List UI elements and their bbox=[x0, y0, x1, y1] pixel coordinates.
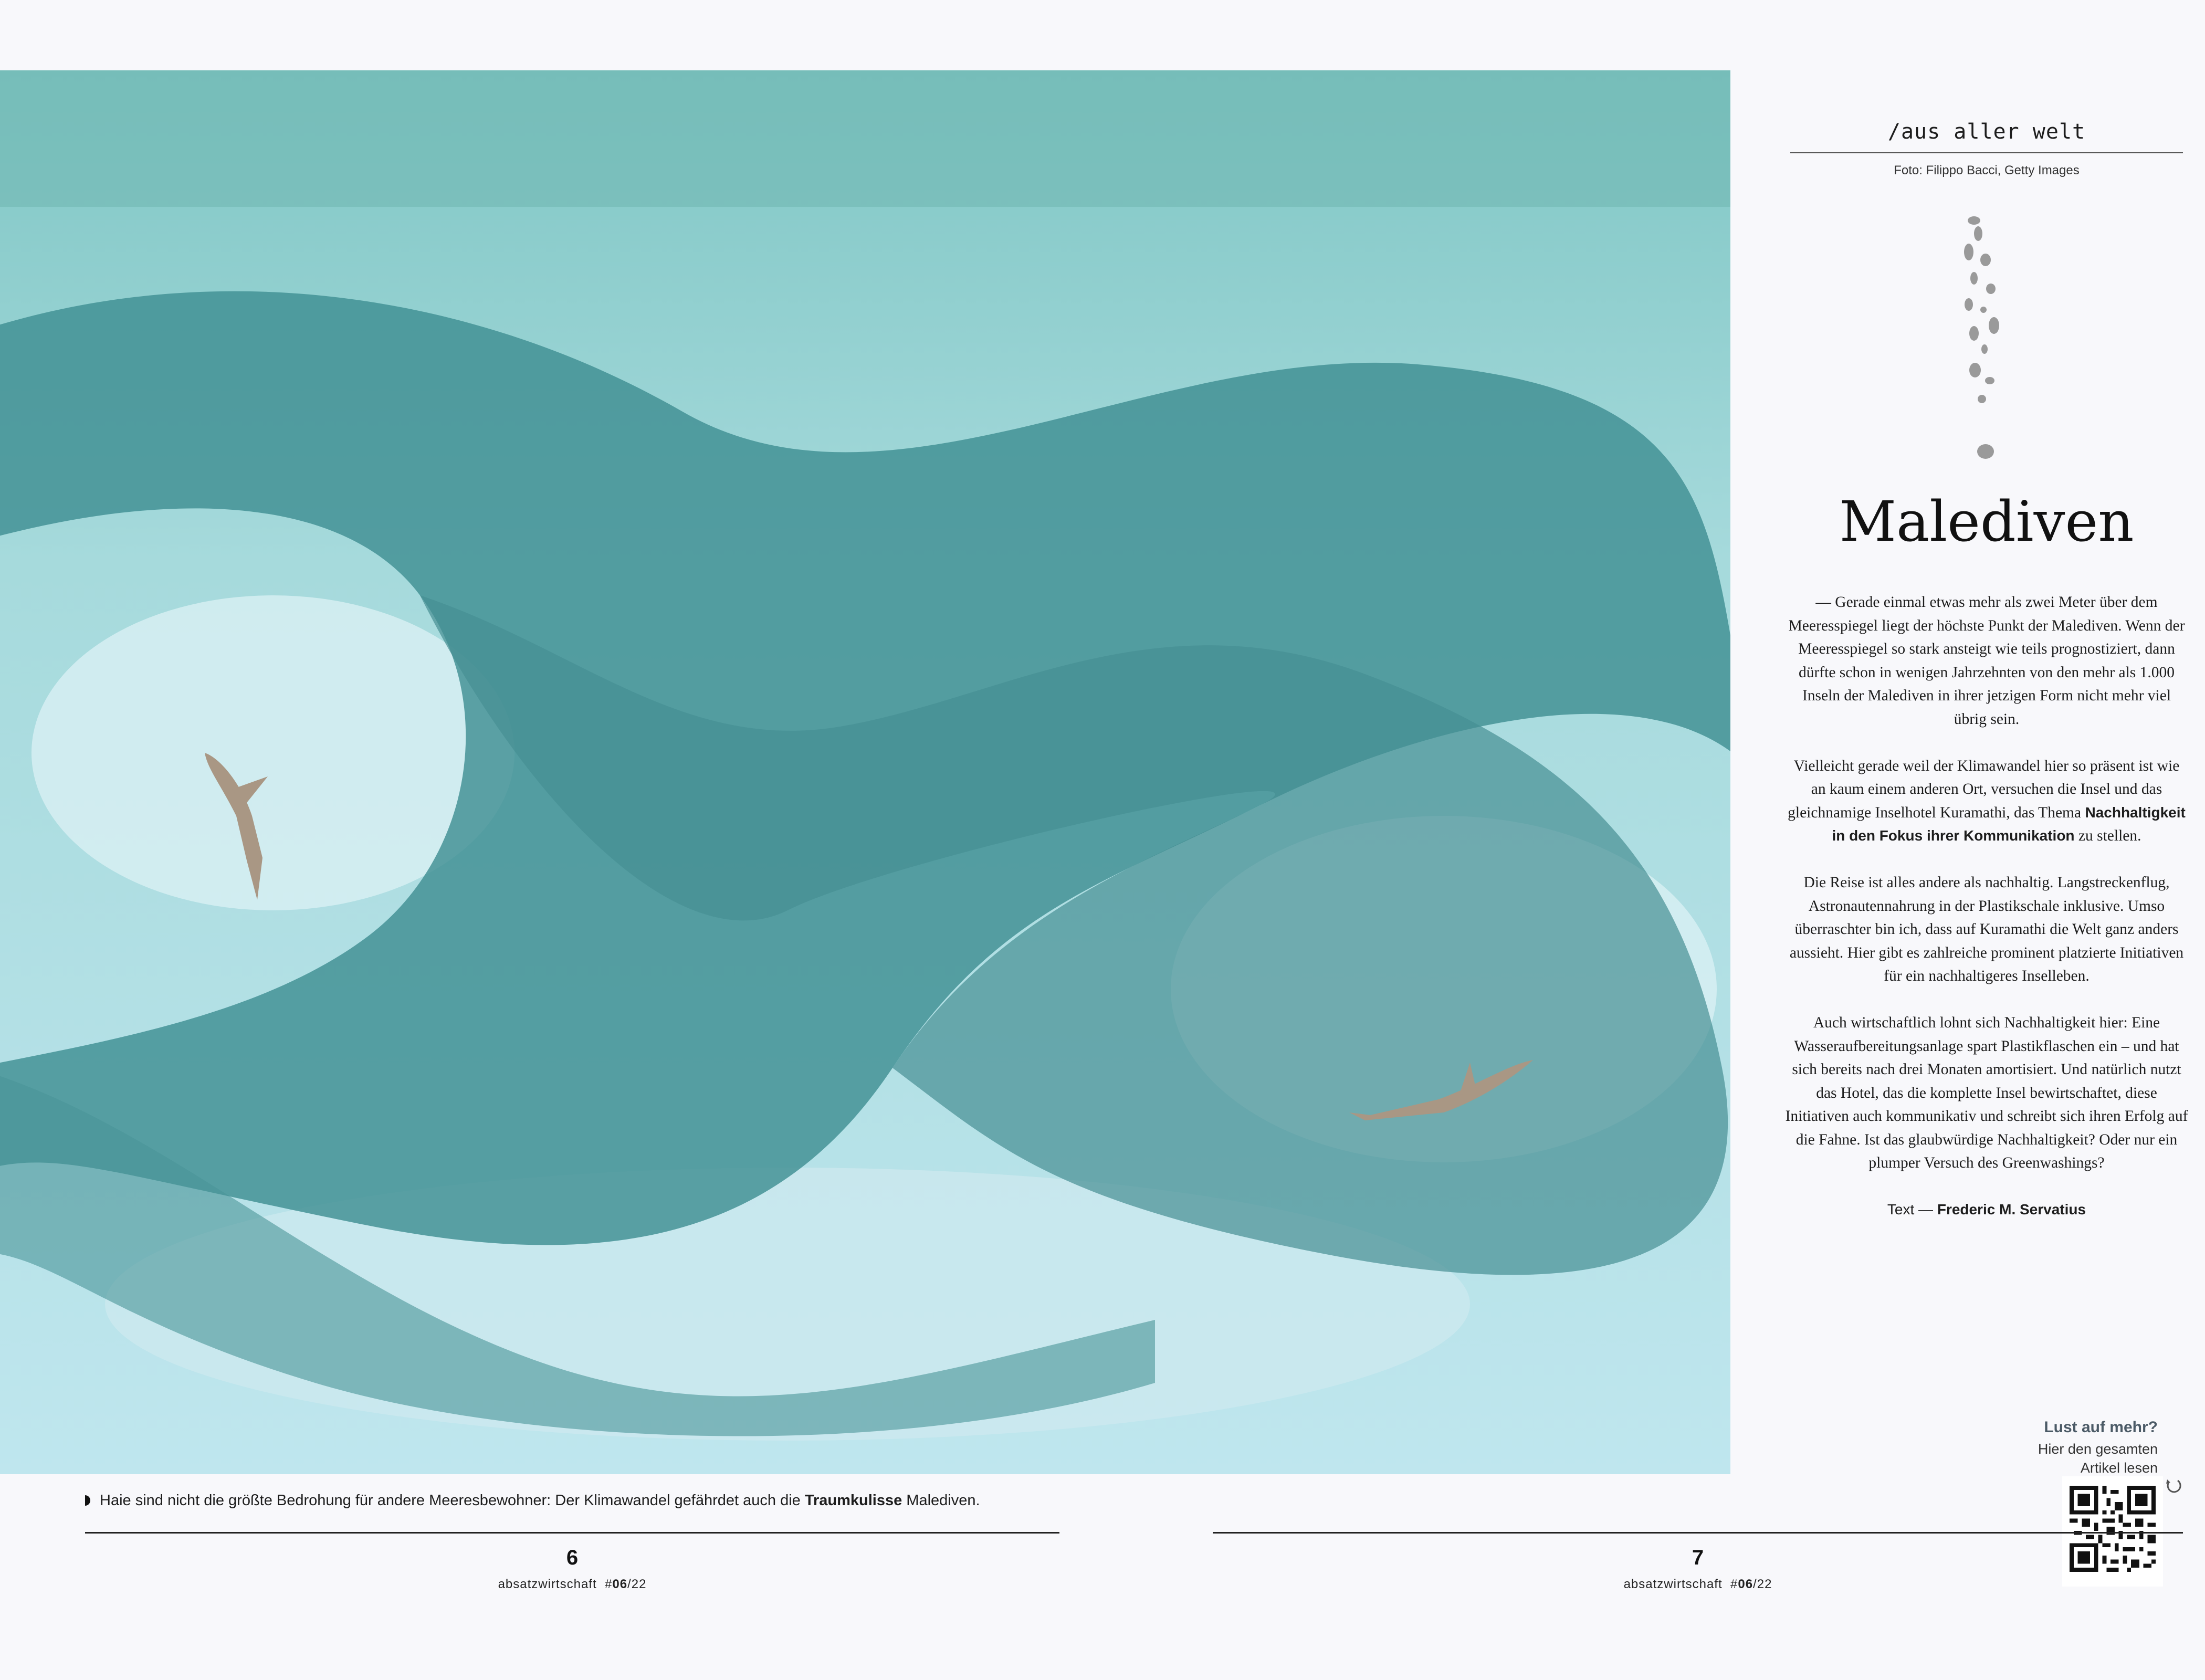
page-number-left: 6 bbox=[566, 1546, 579, 1569]
photo-credit: Foto: Filippo Bacci, Getty Images bbox=[1894, 163, 2080, 177]
photo-caption: Haie sind nicht die größte Bedrohung für andere Meeresbewohner: Der Klimawandel gefährdet auch die Traumkulisse Malediven. bbox=[84, 1492, 1134, 1509]
footer-rule-left bbox=[85, 1532, 1059, 1534]
footer-rule-right bbox=[1213, 1532, 2183, 1534]
folio-right: absatzwirtschaft #06/22 bbox=[1623, 1577, 1772, 1591]
qr-code[interactable] bbox=[2062, 1476, 2163, 1587]
article-paragraph-3: Die Reise ist alles andere als nachhaltig. Langstreckenflug, Astronautennahrung in der Plastikschale inklusive. Umso überraschter bin ich, dass auf Kuramathi die Welt ganz anders aussieht. Hier gibt es zahlreiche prominent platzierte Initiativen für ein nachhaltigeres Inselleben. bbox=[1789, 874, 2184, 985]
page-number-right: 7 bbox=[1692, 1546, 1704, 1569]
maldives-map-icon bbox=[1953, 210, 2011, 467]
section-rubric: /aus aller welt bbox=[1887, 120, 2086, 144]
folio-left: absatzwirtschaft #06/22 bbox=[498, 1577, 647, 1591]
half-circle-icon bbox=[84, 1495, 92, 1506]
arrow-curve-icon bbox=[2164, 1476, 2183, 1495]
article-intro: — Gerade einmal etwas mehr als zwei Meter über dem Meeresspiegel liegt der höchste Punkt der Malediven. Wenn der Meeresspiegel so stark ansteigt wie teils prognostiziert, dann dürfte schon in wenigen Jahrzehnten von den mehr als 1.000 Inseln der Malediven in ihrer jetzigen Form nicht mehr viel übrig sein. bbox=[1788, 594, 2185, 728]
hero-photo bbox=[0, 70, 1730, 1474]
more-text: Hier den gesamten Artikel lesen bbox=[2038, 1441, 2158, 1476]
rubric-divider bbox=[1790, 152, 2183, 153]
article-paragraph-2: Vielleicht gerade weil der Klimawandel hier so präsent ist wie an kaum einem anderen Ort, versuchen die Insel und das gleichnamige Inselhotel Kuramathi, das Thema Nachhaltigkeit in den Fokus ihrer Kommunikation zu stellen. bbox=[1788, 757, 2186, 845]
article-byline: Text — Frederic M. Servatius bbox=[1887, 1201, 2086, 1218]
more-title: Lust auf mehr? bbox=[2044, 1419, 2158, 1436]
article-body bbox=[1785, 591, 2188, 1245]
article-paragraph-4: Auch wirtschaftlich lohnt sich Nachhaltigkeit hier: Eine Wasseraufbereitungsanlage spart Plastikflaschen ein – und hat sich bereits nach drei Monaten amortisiert. Und natürlich nutzt das Hotel, das die komplette Insel bewirtschaftet, diese Initiativen auch kommunikativ und schreibt sich ihren Erfolg auf die Fahne. Ist das glaubwürdige Nachhaltigkeit? Oder nur ein plumper Versuch des Greenwashings? bbox=[1785, 1014, 2188, 1172]
article-headline: Malediven bbox=[1839, 489, 2134, 554]
